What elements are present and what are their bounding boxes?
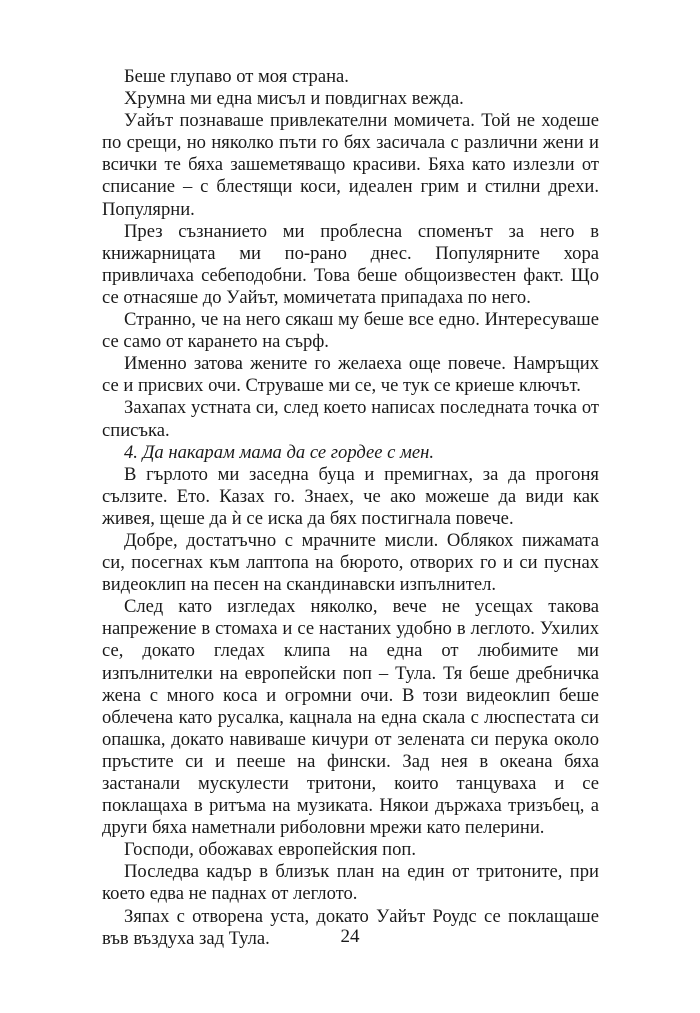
paragraph: Захапах устната си, след което написах последната точка от списъка. xyxy=(102,397,599,441)
page-number: 24 xyxy=(340,926,360,947)
paragraph: В гърлото ми заседна буца и премигнах, за да прогоня сълзите. Ето. Казах го. Знаех, че ако можеше да види как живея, щеше да ѝ се иска да бях постигнала повече. xyxy=(102,463,599,529)
book-page-text xyxy=(102,66,599,950)
paragraph: Именно затова жените го желаеха още повече. Намръщих се и присвих очи. Струваше ми се, че тук се криеше ключът. xyxy=(102,353,599,397)
paragraph: Беше глупаво от моя страна. xyxy=(124,66,349,87)
paragraph: Последва кадър в близък план на един от тритоните, при което едва не паднах от леглото. xyxy=(102,861,599,905)
paragraph: Добре, достатъчно с мрачните мисли. Облякох пижамата си, посегнах към лаптопа на бюрото, отворих го и си пуснах видеоклип на песен на скандинавски изпълнител. xyxy=(102,529,599,596)
paragraph: След като изгледах няколко, вече не усещах такова напрежение в стомаха и се настаних удобно в леглото. Ухилих се, докато гледах клипа на една от любимите ми изпълнителки на европейски поп – Тула. Тя беше дребничка жена с много коса и огромни очи. В този видеоклип беше облечена като русалка, кацнала на една скала с люспестата си опашка, докато навиваше кичури от зелената си перука около пръстите си и пееше на фински. Зад нея в океана бяха застанали мускулести тритони, които танцуваха и се поклащаха в ритъма на музиката. Някои държаха тризъбец, а други бяха наметнали риболовни мрежи като пелерини. xyxy=(102,596,599,839)
paragraph: Странно, че на него сякаш му беше все едно. Интересуваше се само от карането на сърф. xyxy=(102,309,599,353)
paragraph: Зяпах с отворена уста, докато Уайът Роудс се поклащаше във въздуха зад Тула. xyxy=(102,905,599,949)
paragraph: През съзнанието ми проблесна споменът за него в книжарницата ми по-рано днес. Популярните хора привличаха себеподобни. Това беше общоизвестен факт. Що се отнасяше до Уайът, момичетата припадаха по него. xyxy=(102,220,599,308)
paragraph: 4. Да накарам мама да се гордее с мен. xyxy=(124,441,435,463)
paragraph: Хрумна ми една мисъл и повдигнах вежда. xyxy=(124,88,464,110)
paragraph: Господи, обожавах европейския поп. xyxy=(124,839,417,861)
paragraph: Уайът познаваше привлекателни момичета. Той не ходеше по срещи, но няколко пъти го бях засичала с различни жени и всички те бяха зашеметяващо красиви. Бяха като излезли от списание – с блестящи коси, идеален грим и стилни дрехи. Популярни. xyxy=(102,110,599,220)
